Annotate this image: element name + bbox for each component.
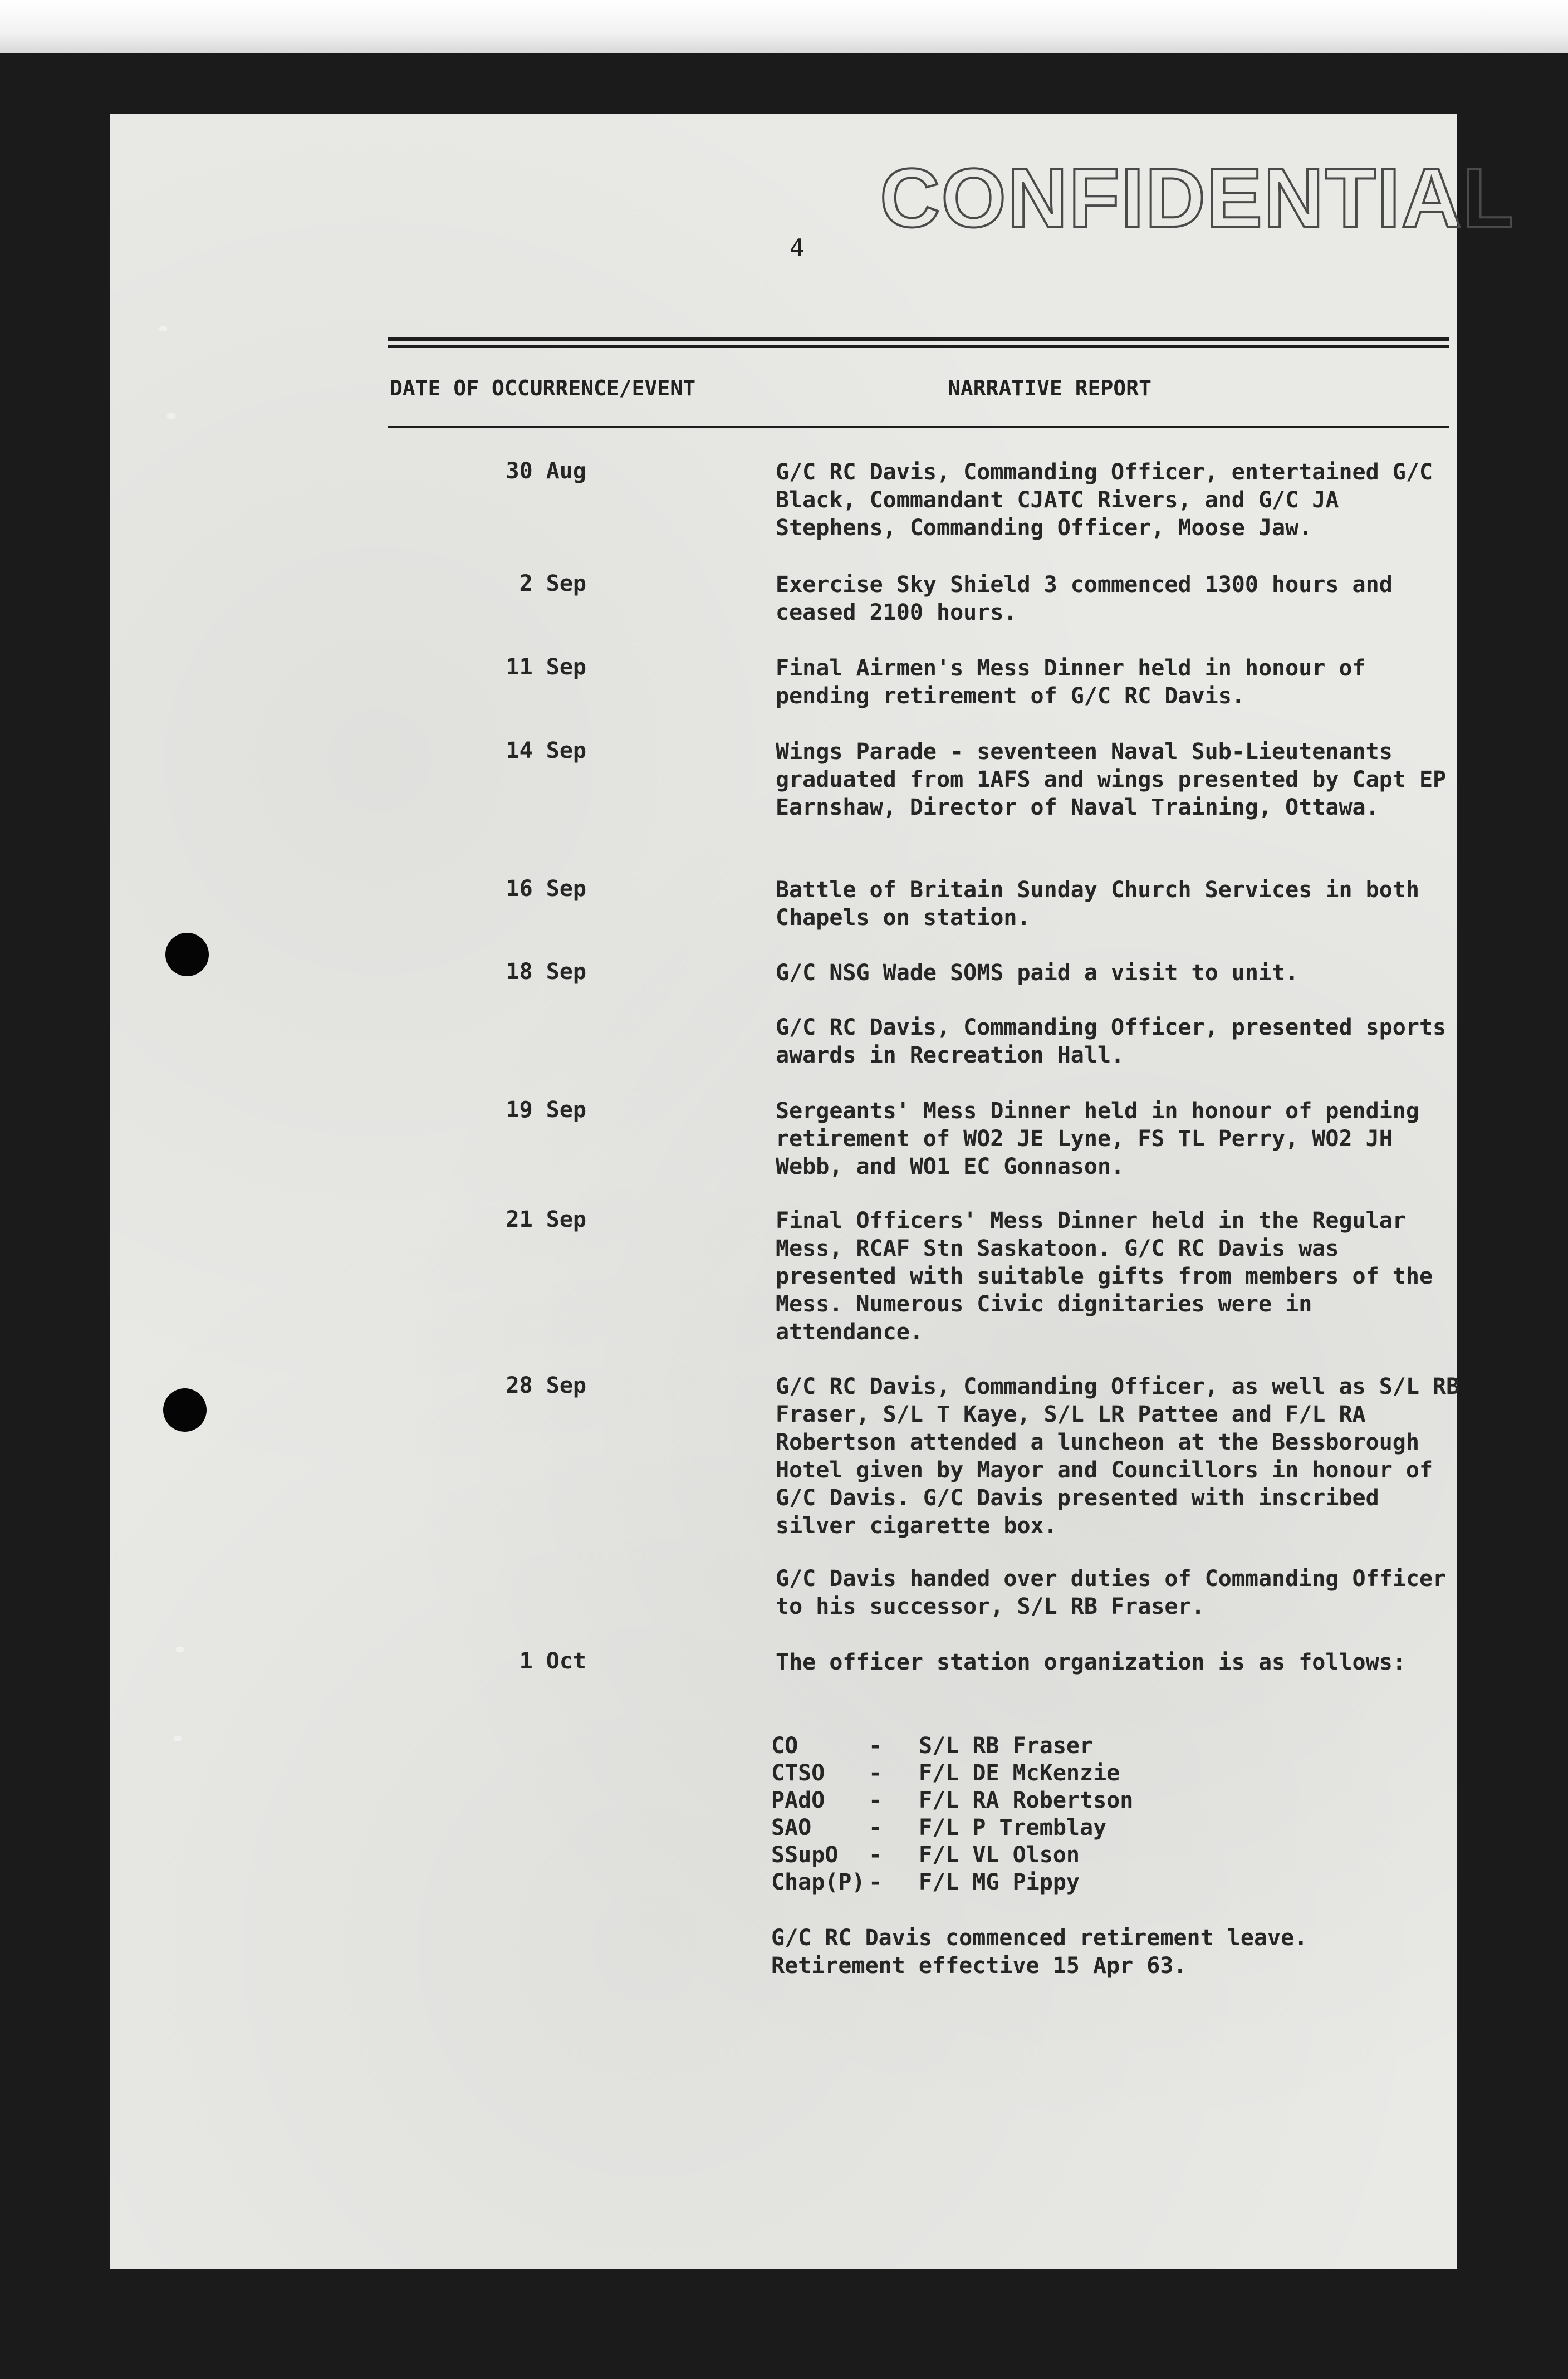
entry-narrative: Final Airmen's Mess Dinner held in honour of pending retirement of G/C RC Davis. [776,655,1366,709]
entry-date: 21 Sep [506,1207,586,1232]
column-header-narrative: NARRATIVE REPORT [948,376,1152,400]
entry-narrative: Exercise Sky Shield 3 commenced 1300 hours and ceased 2100 hours. [776,572,1393,625]
entry-date: 30 Aug [506,458,586,484]
org-dash: - [869,1842,883,1868]
org-dash: - [869,1787,883,1813]
table-row [771,1841,1133,1868]
page-number: 4 [790,234,805,262]
org-dash: - [869,1814,883,1840]
entry-narrative: G/C RC Davis, Commanding Officer, entertained G/C Black, Commandant CJATC Rivers, and G/C JA Stephens, Commanding Officer, Moose Jaw. [776,459,1433,541]
officer-organization-table [771,1732,1133,1896]
table-row [771,1759,1133,1786]
entry-date: 1 Oct [519,1648,586,1674]
entry-date: 14 Sep [506,738,586,763]
entry-narrative: Sergeants' Mess Dinner held in honour of pending retirement of WO2 JE Lyne, FS TL Perry, WO2 JH Webb, and WO1 EC Gonnason. [776,1098,1419,1179]
org-role: SAO [771,1814,812,1840]
confidential-stamp: CONFIDENTIAL [880,151,1515,244]
entry-date: 16 Sep [506,876,586,902]
entry-date: 2 Sep [519,571,586,596]
org-role: CO [771,1732,798,1759]
closing-note: G/C RC Davis commenced retirement leave. Retirement effective 15 Apr 63. [771,1925,1308,1979]
org-role: Chap(P) [771,1869,865,1895]
entry-narrative: G/C NSG Wade SOMS paid a visit to unit. [776,960,1299,986]
entry-date: 28 Sep [506,1373,586,1398]
entry-narrative: G/C Davis handed over duties of Commanding Officer to his successor, S/L RB Fraser. [776,1566,1447,1619]
org-officer: F/L P Tremblay [919,1814,1107,1840]
org-officer: F/L RA Robertson [919,1787,1134,1813]
entry-narrative: Battle of Britain Sunday Church Services in both Chapels on station. [776,877,1419,931]
org-dash: - [869,1732,883,1759]
org-role: CTSO [771,1760,825,1786]
org-dash: - [869,1760,883,1786]
table-row [771,1786,1133,1814]
entry-date: 18 Sep [506,959,586,985]
column-header-date: DATE OF OCCURRENCE/EVENT [390,376,696,400]
entry-narrative: The officer station organization is as follows: [776,1649,1406,1675]
org-role: PAdO [771,1787,825,1813]
entry-narrative: Wings Parade - seventeen Naval Sub-Lieutenants graduated from 1AFS and wings presented by Capt EP Earnshaw, Director of Naval Training, Ottawa. [776,739,1447,820]
entry-date: 11 Sep [506,654,586,680]
org-officer: F/L DE McKenzie [919,1760,1120,1786]
entry-date: 19 Sep [506,1097,586,1123]
table-row [771,1868,1133,1896]
org-dash: - [869,1869,883,1895]
table-row [771,1814,1133,1841]
org-officer: S/L RB Fraser [919,1732,1094,1759]
table-row [771,1732,1133,1759]
entry-narrative: G/C RC Davis, Commanding Officer, presented sports awards in Recreation Hall. [776,1015,1447,1068]
entry-narrative: Final Officers' Mess Dinner held in the Regular Mess, RCAF Stn Saskatoon. G/C RC Davis was presented with suitable gifts from members of the Mess. Numerous Civic dignitaries were in attendance. [776,1208,1433,1345]
org-officer: F/L MG Pippy [919,1869,1080,1895]
org-role: SSupO [771,1842,839,1868]
entry-narrative: G/C RC Davis, Commanding Officer, as well as S/L RB Fraser, S/L T Kaye, S/L LR Pattee and F/L RA Robertson attended a luncheon at the Bessborough Hotel given by Mayor and Councillors in honour of G/C Davis. G/C Davis presented with inscribed silver cigarette box. [776,1374,1460,1539]
org-officer: F/L VL Olson [919,1842,1080,1868]
